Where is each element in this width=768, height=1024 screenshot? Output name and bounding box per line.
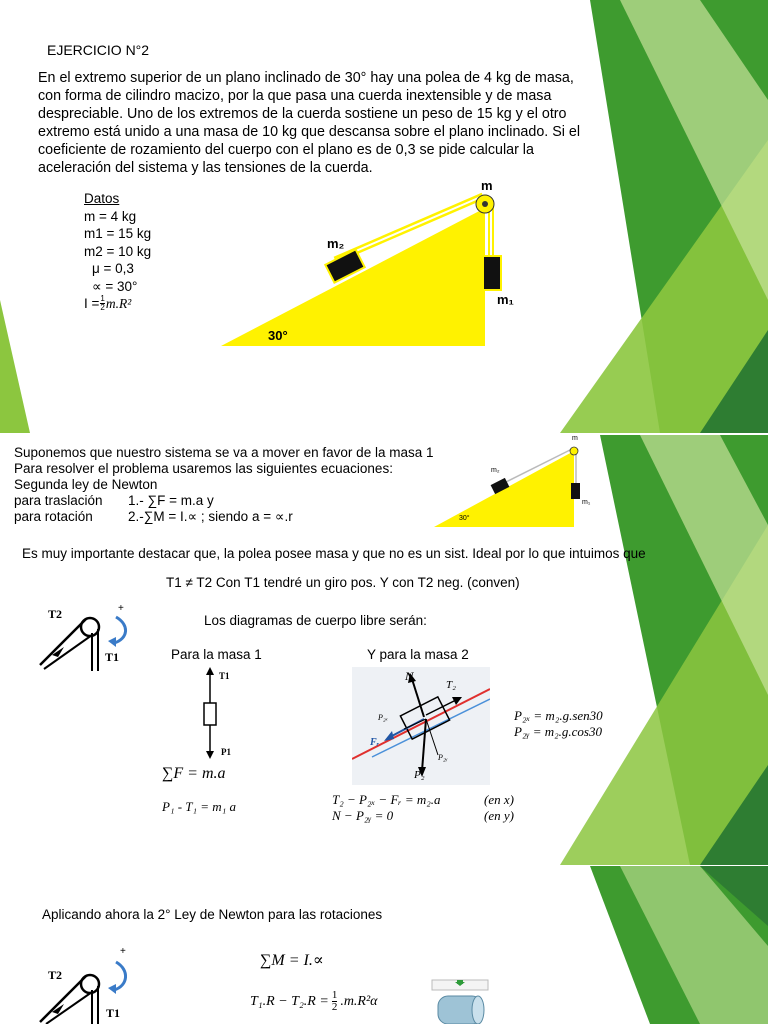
fbd2-n: N bbox=[405, 669, 414, 683]
fbd2-p2: P₂ bbox=[414, 769, 425, 781]
intro-line: Suponemos que nuestro sistema se va a mover en favor de la masa 1 bbox=[14, 445, 434, 460]
mini-label-angle: 30° bbox=[459, 515, 470, 522]
p2y-equation: P₂ᵧ = m₂.g.cos30 bbox=[514, 724, 602, 739]
label-angle: 30° bbox=[268, 328, 288, 343]
mini-label-m2: m₂ bbox=[491, 467, 500, 474]
sum-forces: ∑F = m.a bbox=[162, 765, 226, 782]
equation-y-tag: (en y) bbox=[484, 808, 514, 823]
intro-line: Segunda ley de Newton bbox=[14, 477, 158, 492]
traslacion-label: para traslación bbox=[14, 493, 103, 508]
torque-equation bbox=[250, 990, 378, 1013]
pulley-t2: T2 bbox=[48, 607, 63, 621]
mini-label-m: m bbox=[572, 435, 578, 442]
traslacion-equation: 1.- ∑F = m.a y bbox=[128, 493, 214, 508]
torque-rhs: .m.R²α bbox=[340, 993, 378, 1009]
inertia-suffix: m.R² bbox=[105, 296, 132, 311]
rotation-title: Aplicando ahora la 2° Ley de Newton para las rotaciones bbox=[42, 907, 383, 922]
fbd-mass-2 bbox=[352, 667, 490, 785]
problem-line: aceleración del sistema y las tensiones de la cuerda. bbox=[38, 160, 373, 176]
important-note: Es muy importante destacar que, la polea posee masa y que no es un sist. Ideal por lo que intuimos que bbox=[22, 546, 646, 561]
sum-moments: ∑M = I.∝ bbox=[260, 952, 324, 969]
datos-item: ∝ = 30° bbox=[92, 278, 138, 294]
fbd1-p1: P1 bbox=[221, 747, 231, 757]
inertia-prefix: I = bbox=[84, 296, 100, 311]
equation-mass-1: P₁ - T₁ = m₁ a bbox=[162, 799, 236, 814]
inertia-fraction bbox=[100, 295, 104, 312]
problem-statement bbox=[38, 69, 598, 177]
intro-line: Para resolver el problema usaremos las siguientes ecuaciones: bbox=[14, 461, 393, 476]
fraction-den: 2 bbox=[331, 1001, 338, 1013]
equation-y: N − P₂ᵧ = 0 bbox=[332, 808, 394, 823]
datos-item: μ = 0,3 bbox=[92, 261, 134, 276]
incline-figure bbox=[215, 172, 515, 352]
problem-line: coeficiente de rozamiento del cuerpo con el plano es de 0,3 se pide calcular la bbox=[38, 142, 534, 158]
datos-item: m1 = 15 kg bbox=[84, 226, 152, 241]
mass1-title: Para la masa 1 bbox=[171, 647, 262, 662]
fbd2-fr: Fᵣ bbox=[370, 737, 379, 748]
datos-title: Datos bbox=[84, 191, 120, 206]
pulley-plus: + bbox=[120, 946, 126, 957]
equation-x-tag: (en x) bbox=[484, 792, 514, 807]
pulley-t1: T1 bbox=[105, 650, 120, 664]
fraction-num: 1 bbox=[100, 294, 105, 304]
equation-x: T₂ − P₂ₓ − Fᵣ = m₂.a bbox=[332, 792, 441, 807]
problem-line: con forma de cilindro macizo, por la que pasa una cuerda inextensible y de masa bbox=[38, 88, 552, 104]
datos-list bbox=[84, 190, 151, 313]
inertia-formula bbox=[84, 295, 151, 313]
fbd1-t1: T1 bbox=[219, 671, 230, 681]
problem-line: extremo está unido a una masa de 10 kg que descansa sobre el plano inclinado. Si el bbox=[38, 124, 581, 140]
label-m1: m₁ bbox=[497, 292, 514, 307]
slide-1 bbox=[0, 0, 768, 433]
pulley-plus: + bbox=[118, 603, 124, 614]
slide-2 bbox=[0, 435, 768, 865]
mini-incline-figure bbox=[430, 439, 600, 531]
pulley-t2: T2 bbox=[48, 968, 63, 982]
fbd2-p2y: P₂ᵧ bbox=[438, 753, 448, 762]
fraction-num: 1 bbox=[331, 989, 338, 1001]
intro-text bbox=[14, 445, 433, 525]
fbd2-p2x: P₂ₓ bbox=[378, 713, 388, 722]
slide-3 bbox=[0, 866, 768, 1024]
datos-item: m = 4 kg bbox=[84, 208, 137, 224]
torque-lhs: T₁.R − T₂.R = bbox=[250, 993, 329, 1009]
mass2-title: Y para la masa 2 bbox=[367, 647, 469, 662]
torque-fraction bbox=[332, 990, 338, 1013]
problem-line: En el extremo superior de un plano inclinado de 30° hay una polea de 4 kg de masa, bbox=[38, 70, 574, 86]
exercise-title: EJERCICIO N°2 bbox=[47, 42, 150, 58]
pulley-t1: T1 bbox=[106, 1006, 121, 1020]
label-m2: m₂ bbox=[327, 236, 345, 251]
mini-label-m1: m₁ bbox=[582, 499, 591, 506]
mass-1-block bbox=[483, 256, 501, 290]
label-m: m bbox=[481, 178, 493, 193]
rotacion-label: para rotación bbox=[14, 509, 93, 524]
problem-line: despreciable. Uno de los extremos de la cuerda sostiene un peso de 15 kg y el otro bbox=[38, 106, 567, 122]
incline-ramp bbox=[221, 208, 485, 346]
fraction-den: 2 bbox=[100, 303, 105, 313]
cylinder-icon bbox=[430, 978, 490, 1024]
datos-item: m2 = 10 kg bbox=[84, 243, 152, 259]
dcl-title: Los diagramas de cuerpo libre serán: bbox=[204, 613, 427, 628]
tension-relation: T1 ≠ T2 Con T1 tendré un giro pos. Y con T2 neg. (conven) bbox=[166, 575, 520, 590]
p2x-equation: P₂ₓ = m₂.g.sen30 bbox=[514, 708, 603, 723]
rotacion-equation: 2.-∑M = I.∝ ; siendo a = ∝.r bbox=[128, 509, 293, 524]
fbd2-t2: T₂ bbox=[446, 679, 456, 691]
